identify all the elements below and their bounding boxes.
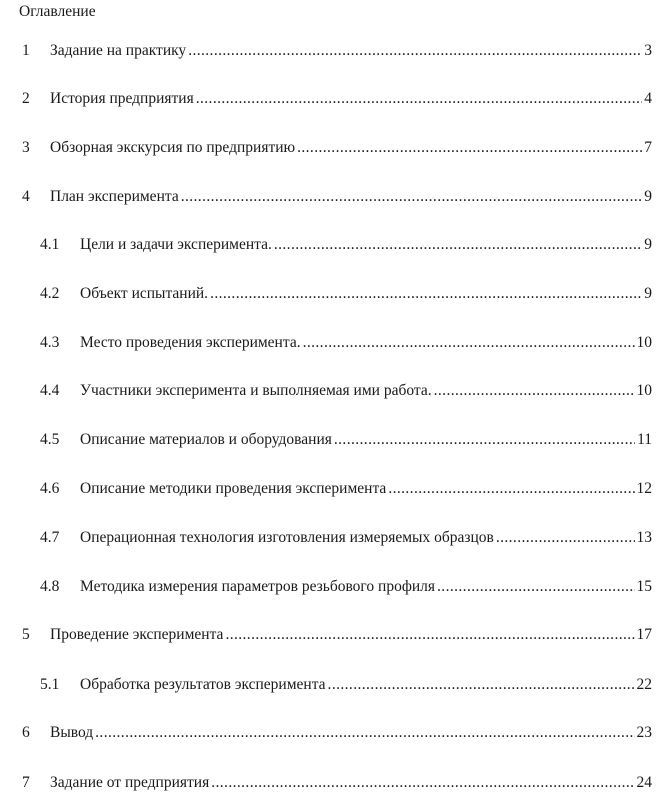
toc-entry-4-2[interactable] [0, 283, 666, 305]
toc-entry-page: 9 [644, 188, 652, 205]
toc-leader-dots [181, 186, 643, 208]
toc-leader-dots [434, 380, 635, 402]
toc-entry-title: Цели и задачи эксперимента. [80, 236, 272, 253]
toc-entry-page: 9 [644, 236, 652, 253]
toc-entry-number: 3 [22, 139, 30, 156]
toc-entry-4-4[interactable] [0, 380, 666, 402]
toc-entry-title: Обзорная экскурсия по предприятию [50, 139, 296, 156]
toc-entry-page: 7 [644, 139, 652, 156]
toc-entry-title: Место проведения эксперимента. [80, 334, 301, 351]
toc-entry-3[interactable] [0, 137, 666, 159]
toc-entry-page: 13 [636, 529, 652, 546]
toc-entry-title: Проведение эксперимента [50, 626, 224, 643]
toc-entry-4-5[interactable] [0, 429, 666, 451]
toc-leader-dots [210, 283, 642, 305]
toc-entry-number: 4.8 [40, 578, 60, 595]
toc-entry-page: 10 [636, 334, 652, 351]
toc-entry-page: 12 [636, 480, 652, 497]
toc-leader-dots [225, 624, 634, 646]
toc-entry-title: Объект испытаний. [80, 285, 209, 302]
toc-entry-6[interactable] [0, 722, 666, 744]
toc-entry-number: 2 [22, 90, 30, 107]
toc-entry-title: История предприятия [50, 90, 194, 107]
toc-entry-title: Методика измерения параметров резьбового профиля [80, 578, 436, 595]
toc-entry-1[interactable] [0, 40, 666, 62]
toc-entry-number: 4.1 [40, 236, 60, 253]
toc-leader-dots [274, 234, 642, 256]
toc-leader-dots [211, 772, 634, 794]
toc-entry-2[interactable] [0, 88, 666, 110]
toc-entry-number: 4.5 [40, 431, 60, 448]
toc-leader-dots [297, 137, 642, 159]
toc-entry-4[interactable] [0, 186, 666, 208]
toc-entry-number: 4.2 [40, 285, 60, 302]
toc-entry-number: 6 [22, 724, 30, 741]
toc-entry-title: Вывод [50, 724, 94, 741]
toc-leader-dots [95, 722, 634, 744]
toc-leader-dots [188, 40, 642, 62]
toc-entry-5[interactable] [0, 624, 666, 646]
toc-entry-page: 22 [636, 676, 652, 693]
toc-entry-number: 1 [22, 42, 30, 59]
toc-entry-title: План эксперимента [50, 188, 179, 205]
toc-entry-title: Задание от предприятия [50, 774, 210, 791]
toc-leader-dots [496, 527, 635, 549]
toc-entry-7[interactable] [0, 772, 666, 794]
toc-entry-4-6[interactable] [0, 478, 666, 500]
toc-entry-number: 7 [22, 774, 30, 791]
toc-leader-dots [334, 429, 635, 451]
toc-entry-page: 17 [636, 626, 652, 643]
toc-entry-number: 5.1 [40, 676, 60, 693]
toc-entry-4-8[interactable] [0, 576, 666, 598]
toc-leader-dots [388, 478, 634, 500]
toc-entry-title: Операционная технология изготовления измеряемых образцов [80, 529, 494, 546]
toc-entry-number: 4.7 [40, 529, 60, 546]
toc-entry-page: 24 [636, 774, 652, 791]
toc-entry-4-1[interactable] [0, 234, 666, 256]
toc-entry-page: 9 [644, 285, 652, 302]
toc-entry-title: Задание на практику [50, 42, 187, 59]
toc-leader-dots [303, 332, 635, 354]
toc-title: Оглавление [19, 3, 96, 20]
toc-entry-page: 23 [636, 724, 652, 741]
toc-entry-title: Описание материалов и оборудования [80, 431, 332, 448]
toc-entry-5-1[interactable] [0, 674, 666, 696]
toc-entry-number: 4 [22, 188, 30, 205]
toc-entry-number: 4.3 [40, 334, 60, 351]
toc-entry-4-3[interactable] [0, 332, 666, 354]
toc-entry-title: Описание методики проведения эксперимента [80, 480, 387, 497]
toc-leader-dots [196, 88, 643, 110]
toc-entry-page: 11 [637, 431, 652, 448]
toc-entry-page: 10 [636, 382, 652, 399]
toc-entry-4-7[interactable] [0, 527, 666, 549]
toc-leader-dots [328, 674, 635, 696]
toc-entry-title: Обработка результатов эксперимента [80, 676, 326, 693]
toc-entry-title: Участники эксперимента и выполняемая ими работа. [80, 382, 432, 399]
toc-entry-page: 15 [636, 578, 652, 595]
toc-entry-page: 4 [644, 90, 652, 107]
toc-entry-number: 4.4 [40, 382, 60, 399]
toc-entry-number: 4.6 [40, 480, 60, 497]
toc-entry-page: 3 [644, 42, 652, 59]
toc-leader-dots [437, 576, 634, 598]
toc-entry-number: 5 [22, 626, 30, 643]
